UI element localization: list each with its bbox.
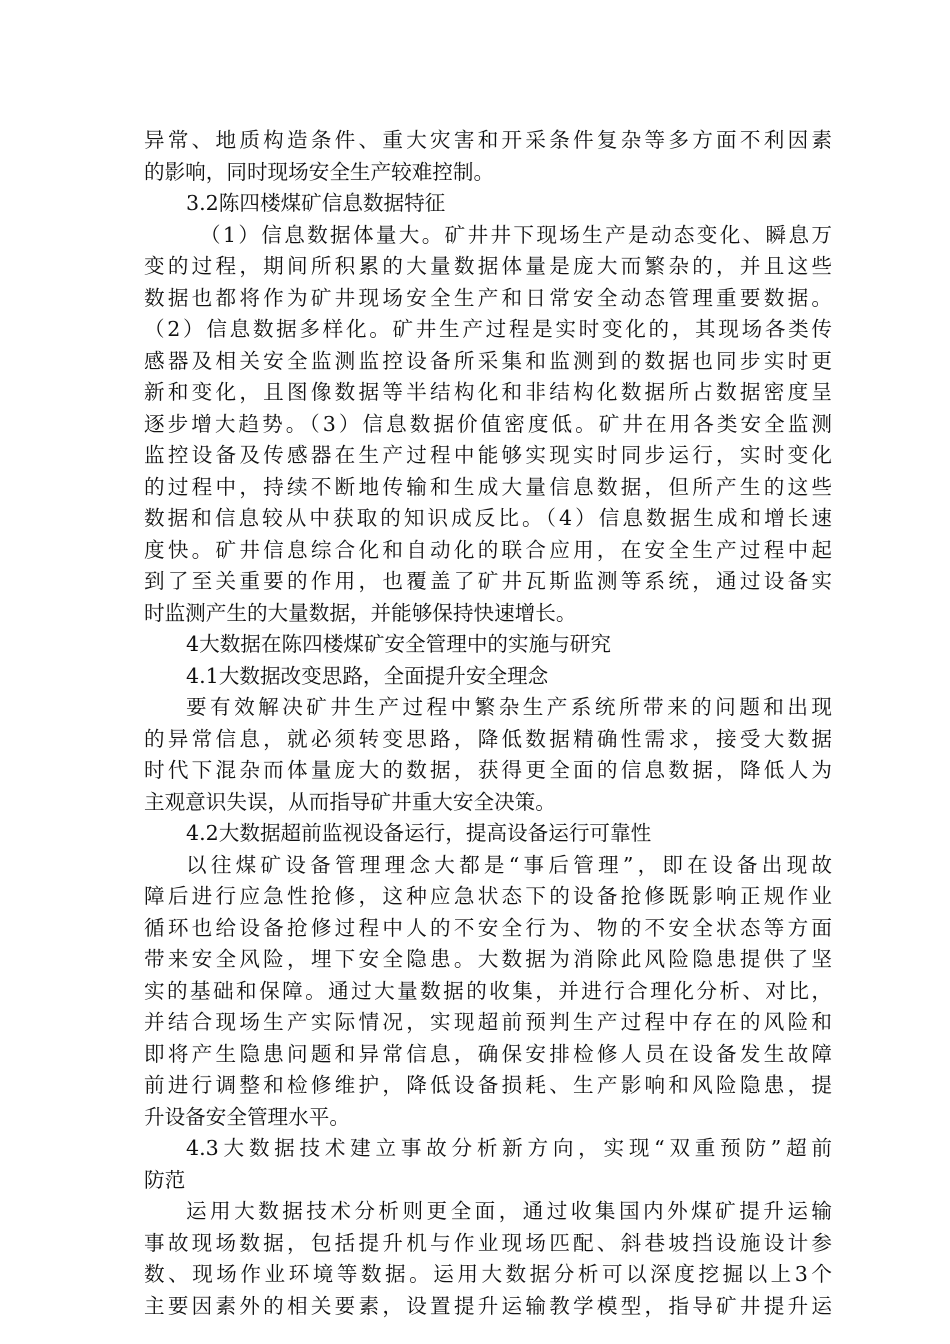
paragraph-line: 时监测产生的大量数据，并能够保持快速增长。 (144, 600, 577, 625)
section-heading: 防范 (144, 1167, 186, 1192)
paragraph-line: 时代下混杂而体量庞大的数据，获得更全面的信息数据，降低人为 (144, 758, 832, 782)
paragraph-line: 到了至关重要的作用，也覆盖了矿井瓦斯监测等系统，通过设备实 (144, 569, 832, 593)
paragraph-line: 异常、地质构造条件、重大灾害和开采条件复杂等多方面不利因素 (144, 128, 832, 152)
paragraph-line: 数、现场作业环境等数据。运用大数据分析可以深度挖掘以上3个 (144, 1262, 832, 1286)
paragraph-line: 障后进行应急性抢修，这种应急状态下的设备抢修既影响正规作业 (144, 884, 832, 908)
section-heading: 4.2大数据超前监视设备运行，提高设备运行可靠性 (186, 821, 652, 845)
paragraph-line: 以往煤矿设备管理理念大都是“事后管理”，即在设备出现故 (186, 852, 832, 877)
section-heading: 3.2陈四楼煤矿信息数据特征 (186, 191, 446, 215)
paragraph-line: 数据和信息较从中获取的知识成反比。（4）信息数据生成和增长速 (144, 506, 832, 530)
paragraph-line: 数据也都将作为矿井现场安全生产和日常安全动态管理重要数据。 (144, 285, 832, 310)
paragraph-line: 即将产生隐患问题和异常信息，确保安排检修人员在设备发生故障 (144, 1041, 832, 1066)
paragraph-line: 并结合现场生产实际情况，实现超前预判生产过程中存在的风险和 (144, 1010, 832, 1034)
paragraph-line: 运用大数据技术分析则更全面，通过收集国内外煤矿提升运输 (186, 1199, 832, 1223)
paragraph-line: 的异常信息，就必须转变思路，降低数据精确性需求，接受大数据 (144, 726, 832, 751)
section-heading: 4.3大数据技术建立事故分析新方向，实现“双重预防”超前 (186, 1136, 832, 1160)
paragraph-line: 感器及相关安全监测监控设备所采集和监测到的数据也同步实时更 (144, 348, 832, 373)
paragraph-line: 主观意识失误，从而指导矿井重大安全决策。 (144, 789, 556, 814)
paragraph-line: 变的过程，期间所积累的大量数据体量是庞大而繁杂的，并且这些 (144, 254, 832, 278)
paragraph-line: （2）信息数据多样化。矿井生产过程是实时变化的，其现场各类传 (144, 317, 832, 341)
paragraph-line: 实的基础和保障。通过大量数据的收集，并进行合理化分析、对比， (144, 978, 832, 1003)
paragraph-line: 逐步增大趋势。（3）信息数据价值密度低。矿井在用各类安全监测 (144, 411, 832, 436)
paragraph-line: 主要因素外的相关要素，设置提升运输教学模型，指导矿井提升运 (144, 1293, 832, 1318)
section-heading: 4.1大数据改变思路，全面提升安全理念 (186, 663, 549, 688)
chapter-heading: 4大数据在陈四楼煤矿安全管理中的实施与研究 (186, 632, 611, 656)
paragraph-line: 循环也给设备抢修过程中人的不安全行为、物的不安全状态等方面 (144, 915, 832, 940)
paragraph-line: 监控设备及传感器在生产过程中能够实现实时同步运行，实时变化 (144, 443, 832, 467)
document-page (144, 125, 832, 1322)
paragraph-line: 的过程中，持续不断地传输和生成大量信息数据，但所产生的这些 (144, 474, 832, 499)
paragraph-line: （1）信息数据体量大。矿井井下现场生产是动态变化、瞬息万 (200, 222, 832, 247)
paragraph-line: 前进行调整和检修维护，降低设备损耗、生产影响和风险隐患，提 (144, 1073, 832, 1097)
paragraph-line: 新和变化，且图像数据等半结构化和非结构化数据所占数据密度呈 (144, 380, 832, 404)
paragraph-line: 事故现场数据，包括提升机与作业现场匹配、斜巷坡挡设施设计参 (144, 1230, 832, 1255)
paragraph-line: 要有效解决矿井生产过程中繁杂生产系统所带来的问题和出现 (186, 695, 832, 719)
paragraph-line: 度快。矿井信息综合化和自动化的联合应用，在安全生产过程中起 (144, 537, 832, 562)
paragraph-line: 带来安全风险，埋下安全隐患。大数据为消除此风险隐患提供了坚 (144, 947, 832, 971)
paragraph-line: 升设备安全管理水平。 (144, 1104, 350, 1129)
paragraph-line: 的影响，同时现场安全生产较难控制。 (144, 159, 495, 184)
